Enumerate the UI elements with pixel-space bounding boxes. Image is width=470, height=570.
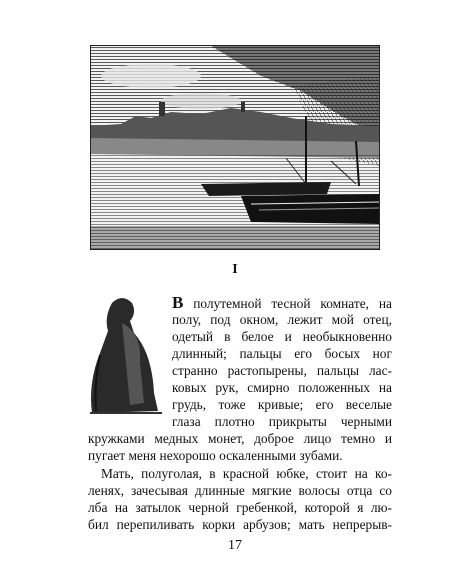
chapter-number: I <box>232 262 238 277</box>
paragraph-1-line-3: одетый в белое и необыкновенно <box>172 329 392 344</box>
paragraph-1-line-5: странно растопырены, пальцы лас- <box>172 363 392 378</box>
paragraph-1-line-4: длинный; пальцы его босых ног <box>172 346 392 361</box>
paragraph-1-line-7: грудь, тоже кривые; его веселые <box>172 397 392 412</box>
paragraph-2-line-2: ленях, зачесывая длинные мягкие волосы отца со <box>88 483 392 498</box>
paragraph-1-line-10: пугает меня нехорошо оскаленными зубами. <box>88 448 343 463</box>
paragraph-2-line-3: лба на затылок черной гребенкой, которой я лю- <box>88 500 392 515</box>
engraving-drawing <box>91 46 379 249</box>
paragraph-2-line-4: бил перепиливать корки арбузов; мать непрерыв- <box>88 517 392 532</box>
paragraph-1-line-6: ковых рук, смирно положенных на <box>172 380 392 395</box>
embracing-figures-vignette <box>82 293 164 417</box>
page-number: 17 <box>228 538 242 553</box>
paragraph-1-line-9: кружками медных монет, доброе лицо темно и <box>88 431 392 446</box>
paragraph-1-line-1 <box>172 294 392 312</box>
paragraph-2-line-1: Мать, полуголая, в красной юбке, стоит на ко- <box>101 466 392 481</box>
drop-cap-letter: В <box>172 293 184 312</box>
paragraph-1-line-8: глаза плотно прикрыты черными <box>172 414 392 429</box>
paragraph-1-line-1-text: полутемной тесной комнате, на <box>183 296 392 311</box>
river-engraving-illustration <box>90 45 380 250</box>
paragraph-1-line-2: полу, под окном, лежит мой отец, <box>172 312 392 327</box>
vignette-drawing <box>82 293 164 417</box>
